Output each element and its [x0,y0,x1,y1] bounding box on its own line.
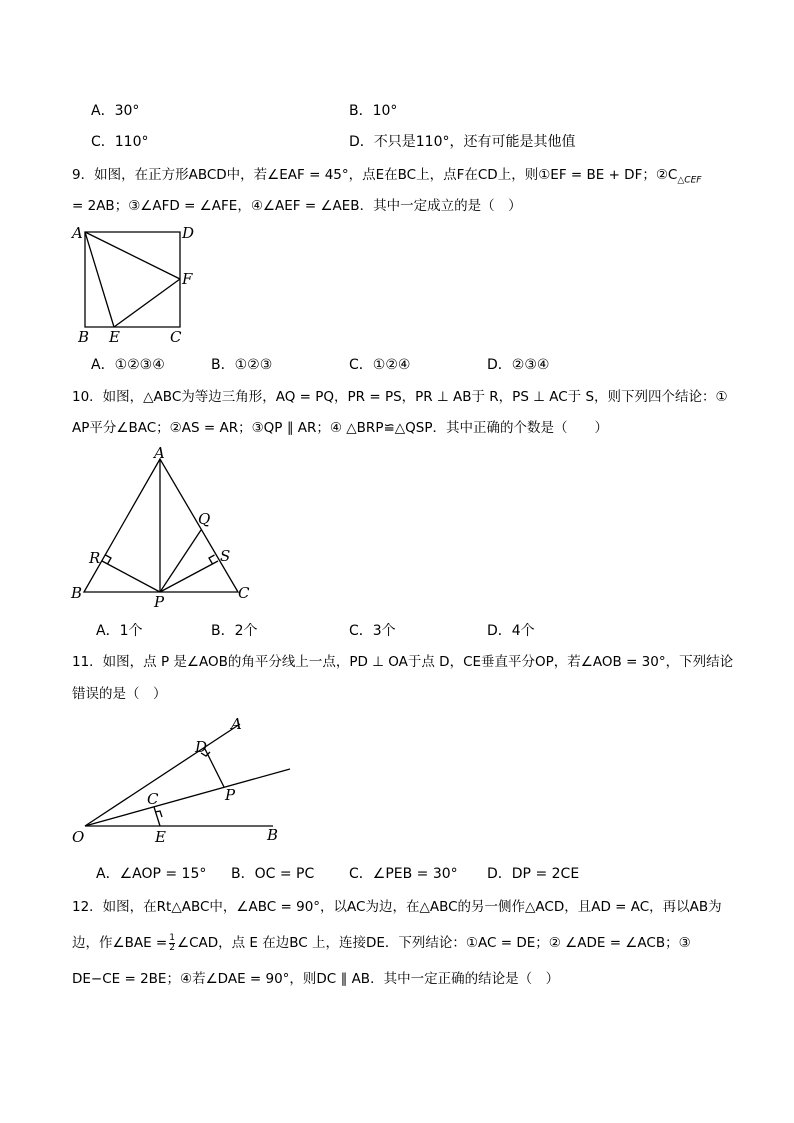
q10-option-a: A．1个 [96,623,143,639]
label-e: E [109,328,120,346]
q10-stem-line1: 10．如图，△ABC为等边三角形，AQ = PQ，PR = PS，PR ⊥ AB于 R，PS ⊥ AC于 S，则下列四个结论：① [72,389,728,405]
q9-option-c: C．①②④ [349,357,411,373]
segment-pq [160,530,201,592]
segment-ef [114,279,180,327]
fraction-half: $\frac{1}{2}$ [169,932,175,953]
label-s: S [220,547,231,565]
label-p: P [154,593,165,611]
label-d: D [195,738,208,756]
q10-option-c: C．3个 [349,623,396,639]
q10-option-d: D．4个 [487,623,535,639]
q11-option-b: B．OC = PC [231,866,315,882]
q11-stem-line1: 11．如图，点 P 是∠AOB的角平分线上一点，PD ⊥ OA于点 D，CE垂直平分OP，若∠AOB = 30°，下列结论 [72,654,734,670]
label-d: D [182,224,195,242]
label-f: F [182,270,193,288]
segment-ps [160,561,218,592]
triangle-abc [84,459,238,592]
q11-option-d: D．DP = 2CE [487,866,580,882]
q11-option-a: A．∠AOP = 15° [96,866,207,882]
label-c: C [170,328,182,346]
q8-option-a: A．30° [91,103,140,119]
q11-angle-figure [68,712,298,852]
label-b: B [78,328,90,346]
q8-option-b: B．10° [349,103,398,119]
label-q: Q [198,510,211,528]
q10-triangle-figure [68,444,258,614]
q8-option-c: C．110° [91,134,149,150]
q11-option-c: C．∠PEB = 30° [349,866,458,882]
q9-option-d: D．②③④ [487,357,550,373]
label-p: P [225,786,236,804]
label-a: A [72,224,83,242]
q9-option-a: A．①②③④ [91,357,165,373]
q12-stem-line1: 12．如图，在Rt△ABC中，∠ABC = 90°，以AC为边，在△ABC的另一侧作△ACD，且AD = AC，再以AB为 [72,899,722,915]
q10-stem-line2: AP平分∠BAC；②AS = AR；③QP ∥ AR；④ △BRP≌△QSP．其中正确的个数是（ ） [72,420,608,436]
q9-stem-line1: 9．如图，在正方形ABCD中，若∠EAF = 45°，点E在BC上，点F在CD上，则①EF = BE + DF；$②C_{\triangle CEF}$ [72,167,702,186]
label-b: B [71,584,83,602]
label-b: B [267,826,279,844]
q9-stem-line2: = 2AB；③∠AFD = ∠AFE，④∠AEF = ∠AEB．其中一定成立的是（ ） [72,198,522,214]
label-o: O [72,828,85,846]
label-e: E [155,828,166,846]
label-c: C [147,790,159,808]
q12-stem-line3: DE−CE = 2BE；④若∠DAE = 90°，则DC ∥ AB．其中一定正确的结论是（ ） [72,971,560,987]
segment-pr [102,561,160,592]
q11-stem-line2: 错误的是（ ） [72,686,167,702]
label-a: A [154,444,165,462]
q8-option-d: D．不只是110°，还有可能是其他值 [349,134,576,150]
segment-ce [154,807,160,826]
q9-square-figure [70,222,200,350]
segment-ae [85,232,114,327]
q10-option-b: B．2个 [211,623,258,639]
label-a: A [231,715,242,733]
segment-af [85,232,180,279]
q9-option-b: B．①②③ [211,357,273,373]
bisector-op [85,769,290,826]
label-r: R [89,549,101,567]
q12-stem-line2: 边，作∠BAE = $\frac{1}{2}$ ∠CAD，点 E 在边BC 上，连接DE．下列结论：①AC = DE；② ∠ADE = ∠ACB；③ [72,932,691,953]
label-c: C [238,584,250,602]
ray-oa [85,724,240,826]
